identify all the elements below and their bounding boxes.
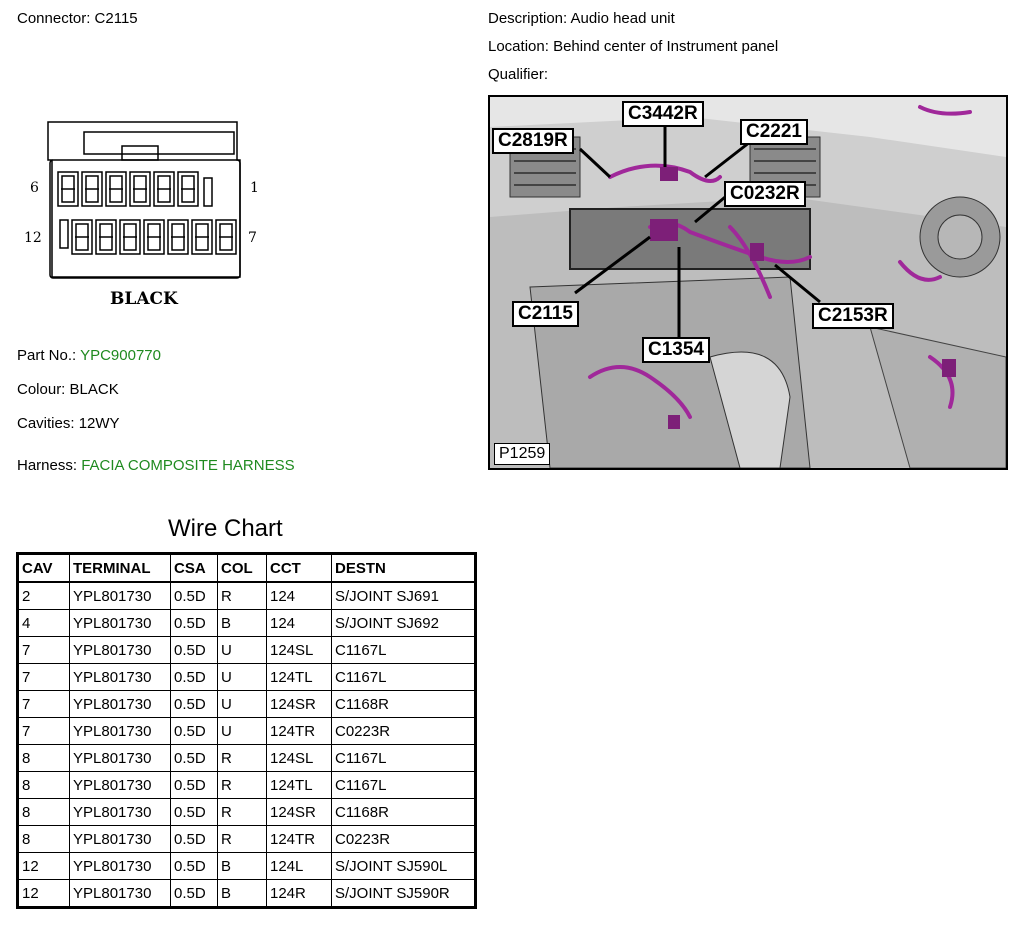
callout-c2153r: C2153R <box>812 303 894 329</box>
table-row <box>18 718 476 745</box>
qualifier-label: Qualifier: <box>488 66 549 83</box>
table-cell-cav: 12 <box>18 853 70 880</box>
table-cell-cav: 8 <box>18 745 70 772</box>
table-cell-cav: 7 <box>18 664 70 691</box>
table-cell-terminal: YPL801730 <box>70 637 171 664</box>
pin-label-1: 1 <box>250 180 259 196</box>
callout-c1354: C1354 <box>642 337 710 363</box>
table-cell-col: U <box>218 637 267 664</box>
table-cell-csa: 0.5D <box>171 664 218 691</box>
table-cell-destn: S/JOINT SJ590R <box>332 880 476 908</box>
colour-line <box>17 381 119 399</box>
table-cell-cav: 8 <box>18 772 70 799</box>
table-cell-col: U <box>218 718 267 745</box>
table-cell-cav: 4 <box>18 610 70 637</box>
table-cell-cct: 124 <box>267 582 332 610</box>
connector-face-diagram <box>22 112 262 322</box>
table-cell-csa: 0.5D <box>171 880 218 908</box>
table-cell-csa: 0.5D <box>171 826 218 853</box>
location-line <box>488 38 778 56</box>
table-cell-csa: 0.5D <box>171 610 218 637</box>
table-cell-destn: C1167L <box>332 745 476 772</box>
table-row <box>18 772 476 799</box>
connector-colour-label: BLACK <box>110 289 178 309</box>
table-cell-terminal: YPL801730 <box>70 853 171 880</box>
wire-chart-title: Wire Chart <box>168 515 283 542</box>
column-header-terminal: TERMINAL <box>70 554 171 583</box>
harness-line <box>17 457 295 475</box>
table-row <box>18 880 476 908</box>
table-cell-terminal: YPL801730 <box>70 799 171 826</box>
table-cell-terminal: YPL801730 <box>70 772 171 799</box>
table-cell-col: R <box>218 826 267 853</box>
description-value: Audio head unit <box>570 10 675 27</box>
column-header-col: COL <box>218 554 267 583</box>
photo-id-label: P1259 <box>494 443 550 465</box>
table-cell-terminal: YPL801730 <box>70 610 171 637</box>
table-cell-destn: S/JOINT SJ692 <box>332 610 476 637</box>
location-value: Behind center of Instrument panel <box>553 38 779 55</box>
wire-chart-table <box>16 552 477 909</box>
column-header-csa: CSA <box>171 554 218 583</box>
harness-location-photo <box>488 95 1008 470</box>
description-line <box>488 10 675 28</box>
table-header-row <box>18 554 476 583</box>
table-cell-cct: 124TL <box>267 664 332 691</box>
callout-c2819r: C2819R <box>492 128 574 154</box>
table-row <box>18 610 476 637</box>
table-cell-terminal: YPL801730 <box>70 880 171 908</box>
table-cell-destn: C0223R <box>332 718 476 745</box>
table-cell-destn: S/JOINT SJ590L <box>332 853 476 880</box>
harness-link[interactable]: FACIA COMPOSITE HARNESS <box>81 457 295 474</box>
table-row <box>18 691 476 718</box>
table-cell-destn: C1167L <box>332 664 476 691</box>
table-cell-destn: C1168R <box>332 691 476 718</box>
callout-c3442r: C3442R <box>622 101 704 127</box>
colour-value: BLACK <box>69 381 119 398</box>
table-row <box>18 745 476 772</box>
table-cell-cct: 124SL <box>267 745 332 772</box>
table-cell-terminal: YPL801730 <box>70 745 171 772</box>
table-cell-cav: 12 <box>18 880 70 908</box>
table-cell-terminal: YPL801730 <box>70 718 171 745</box>
table-cell-cav: 8 <box>18 799 70 826</box>
part-no-label: Part No.: <box>17 347 77 364</box>
table-cell-cav: 2 <box>18 582 70 610</box>
cavities-value: 12WY <box>78 415 120 432</box>
table-cell-col: R <box>218 772 267 799</box>
table-cell-cct: 124SR <box>267 691 332 718</box>
table-row <box>18 853 476 880</box>
column-header-cav: CAV <box>18 554 70 583</box>
table-cell-cav: 7 <box>18 718 70 745</box>
table-cell-csa: 0.5D <box>171 718 218 745</box>
table-cell-terminal: YPL801730 <box>70 664 171 691</box>
table-cell-destn: C1167L <box>332 637 476 664</box>
part-no-line <box>17 347 161 365</box>
key-slot <box>204 178 212 206</box>
connector-line <box>17 10 138 28</box>
table-cell-col: R <box>218 799 267 826</box>
table-cell-terminal: YPL801730 <box>70 691 171 718</box>
table-cell-cct: 124TR <box>267 826 332 853</box>
table-cell-col: U <box>218 664 267 691</box>
table-cell-col: U <box>218 691 267 718</box>
column-header-cct: CCT <box>267 554 332 583</box>
cavities-label: Cavities: <box>17 415 75 432</box>
part-no-link[interactable]: YPC900770 <box>80 347 161 364</box>
table-cell-csa: 0.5D <box>171 637 218 664</box>
location-label: Location: <box>488 38 549 55</box>
table-cell-cct: 124 <box>267 610 332 637</box>
table-cell-csa: 0.5D <box>171 772 218 799</box>
table-cell-col: B <box>218 610 267 637</box>
table-cell-cct: 124SR <box>267 799 332 826</box>
table-cell-csa: 0.5D <box>171 853 218 880</box>
table-cell-cct: 124R <box>267 880 332 908</box>
table-cell-cct: 124TR <box>267 718 332 745</box>
table-row <box>18 637 476 664</box>
connector-label: Connector: <box>17 10 91 27</box>
table-row <box>18 799 476 826</box>
qualifier-line <box>488 66 548 84</box>
description-label: Description: <box>488 10 568 27</box>
pin-label-7: 7 <box>248 230 257 246</box>
table-cell-cav: 7 <box>18 691 70 718</box>
cavities-line <box>17 415 120 433</box>
key-slot <box>60 220 68 248</box>
table-cell-destn: C1168R <box>332 799 476 826</box>
colour-label: Colour: <box>17 381 66 398</box>
table-cell-col: R <box>218 582 267 610</box>
table-cell-cav: 7 <box>18 637 70 664</box>
harness-label: Harness: <box>17 457 78 474</box>
table-cell-csa: 0.5D <box>171 799 218 826</box>
pin-label-6: 6 <box>30 180 39 196</box>
table-cell-csa: 0.5D <box>171 691 218 718</box>
table-cell-destn: S/JOINT SJ691 <box>332 582 476 610</box>
table-cell-csa: 0.5D <box>171 582 218 610</box>
pin-label-12: 12 <box>24 230 42 246</box>
table-cell-terminal: YPL801730 <box>70 582 171 610</box>
connector-value: C2115 <box>94 10 138 27</box>
table-cell-terminal: YPL801730 <box>70 826 171 853</box>
table-cell-cct: 124SL <box>267 637 332 664</box>
table-cell-cct: 124TL <box>267 772 332 799</box>
callout-c2115: C2115 <box>512 301 579 327</box>
table-row <box>18 664 476 691</box>
table-cell-col: B <box>218 880 267 908</box>
table-cell-destn: C1167L <box>332 772 476 799</box>
table-cell-csa: 0.5D <box>171 745 218 772</box>
column-header-destn: DESTN <box>332 554 476 583</box>
table-cell-destn: C0223R <box>332 826 476 853</box>
table-row <box>18 582 476 610</box>
table-cell-col: R <box>218 745 267 772</box>
table-cell-cav: 8 <box>18 826 70 853</box>
table-cell-cct: 124L <box>267 853 332 880</box>
callout-c2221: C2221 <box>740 119 808 145</box>
table-cell-col: B <box>218 853 267 880</box>
table-row <box>18 826 476 853</box>
callout-c0232r: C0232R <box>724 181 806 207</box>
